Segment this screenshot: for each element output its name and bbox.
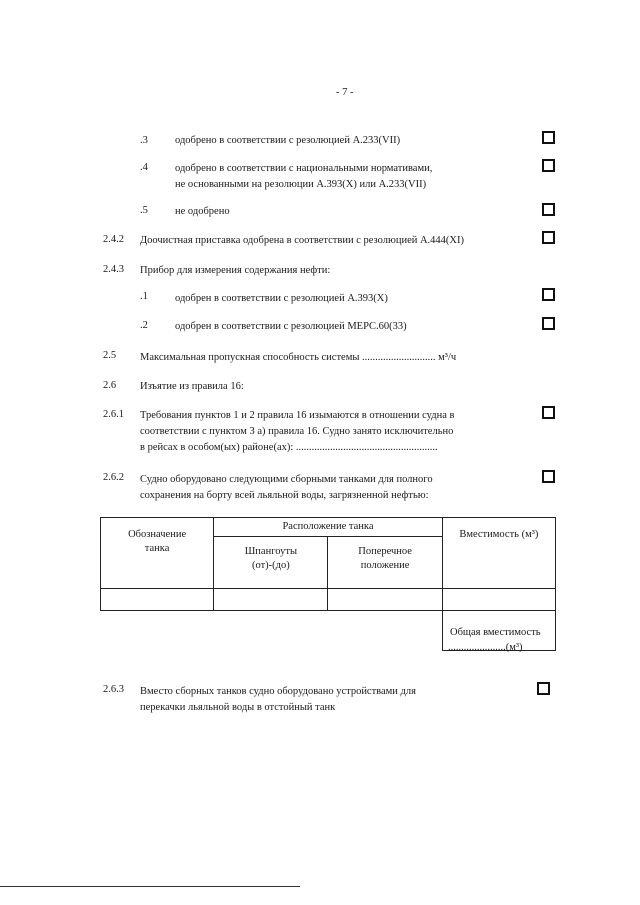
tanks-table — [100, 517, 556, 611]
item-number: .3 — [140, 135, 148, 146]
item-text: Изъятие из правила 16: — [140, 381, 244, 392]
item-number: 2.6 — [103, 380, 117, 391]
checkbox[interactable] — [542, 317, 555, 330]
checkbox[interactable] — [542, 131, 555, 144]
item-text: не основанными на резолюции А.393(X) или А.233(VII) — [175, 179, 427, 190]
table-cell[interactable] — [442, 589, 555, 611]
header-text: Поперечное положение — [358, 546, 412, 571]
checkbox[interactable] — [542, 159, 555, 172]
header-text: Обозначение танка — [128, 529, 187, 554]
header-text: Шпангоуты (от)-(до) — [244, 546, 297, 571]
item-number: 2.6.3 — [103, 684, 124, 695]
page-number: - 7 - — [336, 87, 354, 98]
checkbox[interactable] — [542, 288, 555, 301]
item-text: в рейсах в особом(ых) районе(ах): ...................................................... — [140, 442, 438, 453]
item-text: не одобрено — [175, 206, 230, 217]
table-cell[interactable] — [101, 589, 214, 611]
table-cell[interactable] — [214, 589, 328, 611]
item-text: одобрен в соответствии с резолюцией А.393(X) — [175, 293, 388, 304]
item-text: сохранения на борту всей льяльной воды, загрязненной нефтью: — [140, 490, 429, 501]
header-text: Вместимость (м³) — [459, 529, 539, 540]
bottom-rule — [0, 886, 300, 887]
item-text: одобрено в соответствии с национальными нормативами, — [175, 163, 433, 174]
checkbox[interactable] — [542, 470, 555, 483]
item-text: одобрено в соответствии с резолюцией А.233(VII) — [175, 135, 401, 146]
item-text: Требования пунктов 1 и 2 правила 16 изымаются в отношении судна в — [140, 410, 455, 421]
col-capacity-header — [442, 518, 555, 589]
item-text: одобрен в соответствии с резолюцией МЕРС.60(33) — [175, 321, 407, 332]
item-number: .5 — [140, 205, 148, 216]
table-cell[interactable] — [328, 589, 442, 611]
col-transverse-header — [328, 537, 442, 589]
item-text: Судно оборудовано следующими сборными танками для полного — [140, 474, 433, 485]
item-text: Максимальная пропускная способность системы ............................ м³/ч — [140, 352, 457, 363]
item-text: перекачки льяльной воды в отстойный танк — [140, 702, 336, 713]
total-capacity-label: Общая вместимость — [450, 627, 541, 638]
item-number: .4 — [140, 162, 148, 173]
item-number: 2.6.1 — [103, 409, 124, 420]
checkbox[interactable] — [542, 231, 555, 244]
total-capacity-value[interactable]: ......................(м³) — [448, 642, 523, 653]
item-number: .1 — [140, 291, 148, 302]
col-location-header — [214, 518, 443, 537]
item-text: соответствии с пунктом 3 а) правила 16. Судно занято исключительно — [140, 426, 454, 437]
item-number: 2.4.3 — [103, 264, 124, 275]
item-number: .2 — [140, 320, 148, 331]
col-designation-header — [101, 518, 214, 589]
checkbox[interactable] — [537, 682, 550, 695]
checkbox[interactable] — [542, 203, 555, 216]
item-number: 2.4.2 — [103, 234, 124, 245]
checkbox[interactable] — [542, 406, 555, 419]
header-text: Расположение танка — [282, 521, 374, 532]
item-text: Прибор для измерения содержания нефти: — [140, 265, 331, 276]
item-number: 2.6.2 — [103, 472, 124, 483]
item-text: Вместо сборных танков судно оборудовано устройствами для — [140, 686, 416, 697]
col-frames-header — [214, 537, 328, 589]
item-number: 2.5 — [103, 350, 117, 361]
item-text: Доочистная приставка одобрена в соответствии с резолюцией А.444(XI) — [140, 235, 464, 246]
